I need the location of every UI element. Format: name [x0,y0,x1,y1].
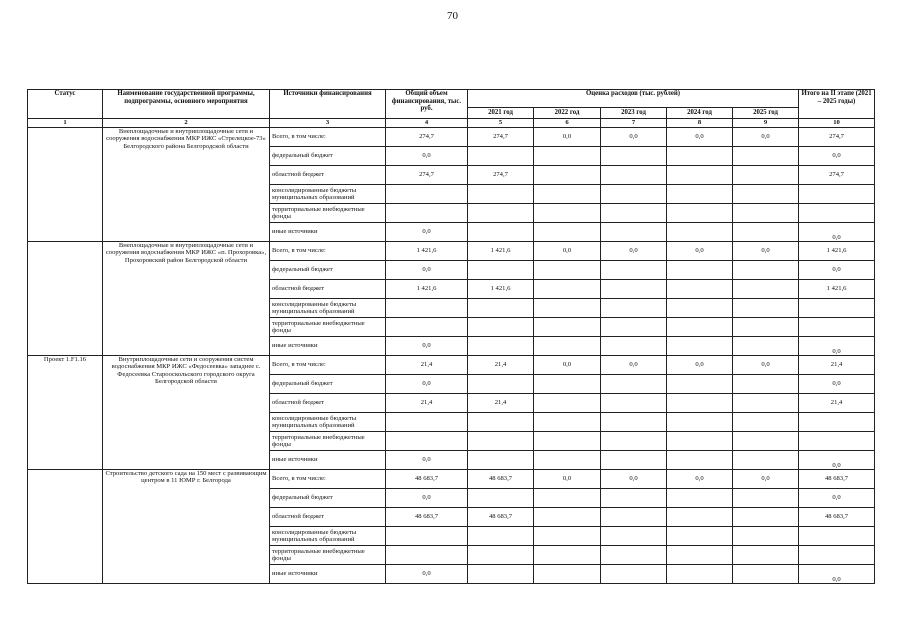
year-value-cell [733,280,799,299]
summary-value-cell: 274,7 [799,128,875,147]
year-value-cell: 274,7 [468,166,534,185]
year-value-cell [667,147,733,166]
year-value-cell [534,565,601,584]
column-number: 3 [270,119,386,128]
year-value-cell: 0,0 [534,128,601,147]
funding-source-cell: Всего, в том числе: [270,470,386,489]
total-value-cell [386,413,468,432]
total-value-cell: 0,0 [386,375,468,394]
year-value-cell [534,318,601,337]
summary-value-cell: 0,0 [799,223,875,242]
header-year: 2022 год [534,108,601,119]
year-value-cell [733,204,799,223]
funding-source-cell: территориальные внебюджетные фонды [270,432,386,451]
summary-value-cell: 0,0 [799,565,875,584]
table-row [28,128,875,147]
year-value-cell [468,375,534,394]
year-value-cell [733,565,799,584]
year-value-cell [601,394,667,413]
year-value-cell: 0,0 [733,128,799,147]
funding-source-cell: областной бюджет [270,394,386,413]
year-value-cell: 0,0 [601,356,667,375]
year-value-cell [534,432,601,451]
year-value-cell [534,185,601,204]
total-value-cell [386,299,468,318]
funding-source-cell: областной бюджет [270,280,386,299]
year-value-cell: 0,0 [534,242,601,261]
year-value-cell [667,318,733,337]
funding-source-cell: территориальные внебюджетные фонды [270,546,386,565]
funding-source-cell: консолидированные бюджеты муниципальных образований [270,413,386,432]
year-value-cell [667,223,733,242]
summary-value-cell [799,318,875,337]
year-value-cell: 274,7 [468,128,534,147]
year-value-cell [667,280,733,299]
year-value-cell [667,337,733,356]
year-value-cell [468,147,534,166]
total-value-cell: 21,4 [386,394,468,413]
year-value-cell [601,546,667,565]
summary-value-cell [799,413,875,432]
year-value-cell [468,299,534,318]
summary-value-cell: 0,0 [799,261,875,280]
year-value-cell [601,204,667,223]
funding-source-cell: федеральный бюджет [270,375,386,394]
year-value-cell [534,546,601,565]
project-name-cell: Внеплощадочные и внутриплощадочные сети и сооружения водоснабжения МКР ИЖС «Стрелецкое-73» Белгородского района Белгородской области [103,128,270,242]
summary-value-cell: 0,0 [799,147,875,166]
year-value-cell [468,185,534,204]
total-value-cell: 48 683,7 [386,470,468,489]
year-value-cell [733,223,799,242]
year-value-cell [667,375,733,394]
year-value-cell [601,185,667,204]
year-value-cell: 0,0 [601,128,667,147]
summary-value-cell [799,546,875,565]
year-value-cell [534,280,601,299]
summary-value-cell [799,527,875,546]
year-value-cell [733,527,799,546]
year-value-cell [601,299,667,318]
total-value-cell: 0,0 [386,451,468,470]
summary-value-cell: 0,0 [799,451,875,470]
year-value-cell [601,413,667,432]
funding-source-cell: иные источники [270,565,386,584]
year-value-cell: 0,0 [534,356,601,375]
total-value-cell [386,432,468,451]
summary-value-cell: 21,4 [799,394,875,413]
funding-source-cell: федеральный бюджет [270,489,386,508]
year-value-cell: 0,0 [733,356,799,375]
header-estimate: Оценка расходов (тыс. рублей) [468,90,799,108]
year-value-cell [601,223,667,242]
summary-value-cell: 48 683,7 [799,508,875,527]
funding-source-cell: иные источники [270,223,386,242]
total-value-cell: 1 421,6 [386,280,468,299]
year-value-cell [667,204,733,223]
header-name: Наименование государственной программы, подпрограммы, основного мероприятия [103,90,270,119]
year-value-cell [468,527,534,546]
year-value-cell: 0,0 [667,128,733,147]
year-value-cell [468,451,534,470]
year-value-cell [468,489,534,508]
year-value-cell: 0,0 [667,242,733,261]
total-value-cell: 274,7 [386,166,468,185]
header-total: Общий объем финансирования, тыс. руб. [386,90,468,119]
header-year: 2025 год [733,108,799,119]
year-value-cell: 0,0 [667,470,733,489]
year-value-cell [733,432,799,451]
year-value-cell [534,451,601,470]
funding-source-cell: консолидированные бюджеты муниципальных образований [270,185,386,204]
summary-value-cell [799,185,875,204]
year-value-cell [534,337,601,356]
total-value-cell: 0,0 [386,565,468,584]
funding-source-cell: иные источники [270,337,386,356]
status-cell: Проект 1.F1.16 [28,356,103,470]
project-name-cell: Внеплощадочные и внутриплощадочные сети и сооружения водоснабжения МКР ИЖС «п. Прохоровка», Прохоровский район Белгородской области [103,242,270,356]
year-value-cell [733,147,799,166]
year-value-cell [733,546,799,565]
year-value-cell [601,375,667,394]
year-value-cell [534,508,601,527]
year-value-cell [733,375,799,394]
year-value-cell [468,318,534,337]
year-value-cell [601,318,667,337]
funding-source-cell: федеральный бюджет [270,147,386,166]
header-year: 2024 год [667,108,733,119]
funding-source-cell: территориальные внебюджетные фонды [270,204,386,223]
year-value-cell [667,451,733,470]
year-value-cell [667,166,733,185]
year-value-cell [468,546,534,565]
status-cell [28,128,103,242]
year-value-cell [601,166,667,185]
total-value-cell: 0,0 [386,337,468,356]
year-value-cell [733,299,799,318]
summary-value-cell: 0,0 [799,489,875,508]
total-value-cell: 0,0 [386,261,468,280]
year-value-cell [667,185,733,204]
total-value-cell [386,204,468,223]
year-value-cell [468,261,534,280]
year-value-cell [601,147,667,166]
status-cell [28,242,103,356]
total-value-cell: 48 683,7 [386,508,468,527]
year-value-cell [601,337,667,356]
summary-value-cell: 48 683,7 [799,470,875,489]
year-value-cell: 21,4 [468,356,534,375]
total-value-cell: 0,0 [386,489,468,508]
total-value-cell: 21,4 [386,356,468,375]
header-year: 2023 год [601,108,667,119]
funding-source-cell: областной бюджет [270,166,386,185]
year-value-cell [601,508,667,527]
funding-source-cell: областной бюджет [270,508,386,527]
year-value-cell: 0,0 [733,470,799,489]
year-value-cell [733,185,799,204]
year-value-cell [468,204,534,223]
table-row [28,356,875,375]
column-number: 9 [733,119,799,128]
column-number: 2 [103,119,270,128]
summary-value-cell [799,204,875,223]
year-value-cell [601,565,667,584]
column-number: 10 [799,119,875,128]
year-value-cell: 0,0 [733,242,799,261]
header-year: 2021 год [468,108,534,119]
total-value-cell: 274,7 [386,128,468,147]
total-value-cell [386,185,468,204]
year-value-cell [667,413,733,432]
header-summary: Итого на II этапе (2021 – 2025 годы) [799,90,875,119]
summary-value-cell: 21,4 [799,356,875,375]
year-value-cell [534,375,601,394]
year-value-cell: 0,0 [601,242,667,261]
project-name-cell: Строительство детского сада на 150 мест с развивающим центром в 11 ЮМР г. Белгорода [103,470,270,584]
funding-source-cell: консолидированные бюджеты муниципальных образований [270,299,386,318]
year-value-cell [534,147,601,166]
total-value-cell: 0,0 [386,223,468,242]
year-value-cell: 21,4 [468,394,534,413]
year-value-cell [667,527,733,546]
header-status: Статус [28,90,103,119]
year-value-cell: 1 421,6 [468,280,534,299]
header-sources: Источники финансирования [270,90,386,119]
year-value-cell [534,204,601,223]
year-value-cell [601,451,667,470]
year-value-cell [534,489,601,508]
year-value-cell [667,432,733,451]
year-value-cell [468,565,534,584]
summary-value-cell [799,432,875,451]
summary-value-cell: 0,0 [799,375,875,394]
year-value-cell [667,546,733,565]
summary-value-cell: 1 421,6 [799,242,875,261]
summary-value-cell: 274,7 [799,166,875,185]
table-row [28,242,875,261]
funding-source-cell: федеральный бюджет [270,261,386,280]
year-value-cell [534,261,601,280]
year-value-cell [733,261,799,280]
year-value-cell [468,337,534,356]
year-value-cell [667,565,733,584]
column-number: 4 [386,119,468,128]
budget-table [27,89,875,584]
year-value-cell [468,223,534,242]
year-value-cell [534,166,601,185]
funding-source-cell: консолидированные бюджеты муниципальных образований [270,527,386,546]
status-cell [28,470,103,584]
year-value-cell [667,394,733,413]
year-value-cell [733,508,799,527]
column-number: 7 [601,119,667,128]
year-value-cell [733,489,799,508]
year-value-cell [534,527,601,546]
year-value-cell [534,394,601,413]
funding-source-cell: Всего, в том числе: [270,128,386,147]
column-number: 5 [468,119,534,128]
funding-source-cell: территориальные внебюджетные фонды [270,318,386,337]
year-value-cell [733,394,799,413]
year-value-cell [534,299,601,318]
total-value-cell [386,546,468,565]
table-body [28,128,875,584]
year-value-cell [733,337,799,356]
year-value-cell: 0,0 [601,470,667,489]
year-value-cell [667,261,733,280]
year-value-cell [534,223,601,242]
total-value-cell: 1 421,6 [386,242,468,261]
column-number-row [28,119,875,128]
year-value-cell [667,489,733,508]
year-value-cell [601,489,667,508]
year-value-cell [468,413,534,432]
total-value-cell [386,527,468,546]
year-value-cell [667,508,733,527]
year-value-cell [667,299,733,318]
funding-source-cell: иные источники [270,451,386,470]
column-number: 6 [534,119,601,128]
table-row [28,470,875,489]
summary-value-cell [799,299,875,318]
summary-value-cell: 0,0 [799,337,875,356]
year-value-cell [733,413,799,432]
summary-value-cell: 1 421,6 [799,280,875,299]
year-value-cell: 0,0 [534,470,601,489]
year-value-cell: 48 683,7 [468,508,534,527]
year-value-cell [534,413,601,432]
year-value-cell [601,432,667,451]
column-number: 1 [28,119,103,128]
year-value-cell [601,527,667,546]
year-value-cell [601,280,667,299]
year-value-cell [601,261,667,280]
year-value-cell: 1 421,6 [468,242,534,261]
page-number: 70 [447,10,458,22]
year-value-cell [733,166,799,185]
funding-source-cell: Всего, в том числе: [270,242,386,261]
project-name-cell: Внутриплощадочные сети и сооружения систем водоснабжения МКР ИЖС «Федосеевка» западнее с. Федосеевка Старооскольского городского округа Белгородской области [103,356,270,470]
total-value-cell: 0,0 [386,147,468,166]
total-value-cell [386,318,468,337]
year-value-cell [468,432,534,451]
column-number: 8 [667,119,733,128]
year-value-cell: 0,0 [667,356,733,375]
year-value-cell [733,318,799,337]
funding-source-cell: Всего, в том числе: [270,356,386,375]
year-value-cell: 48 683,7 [468,470,534,489]
year-value-cell [733,451,799,470]
